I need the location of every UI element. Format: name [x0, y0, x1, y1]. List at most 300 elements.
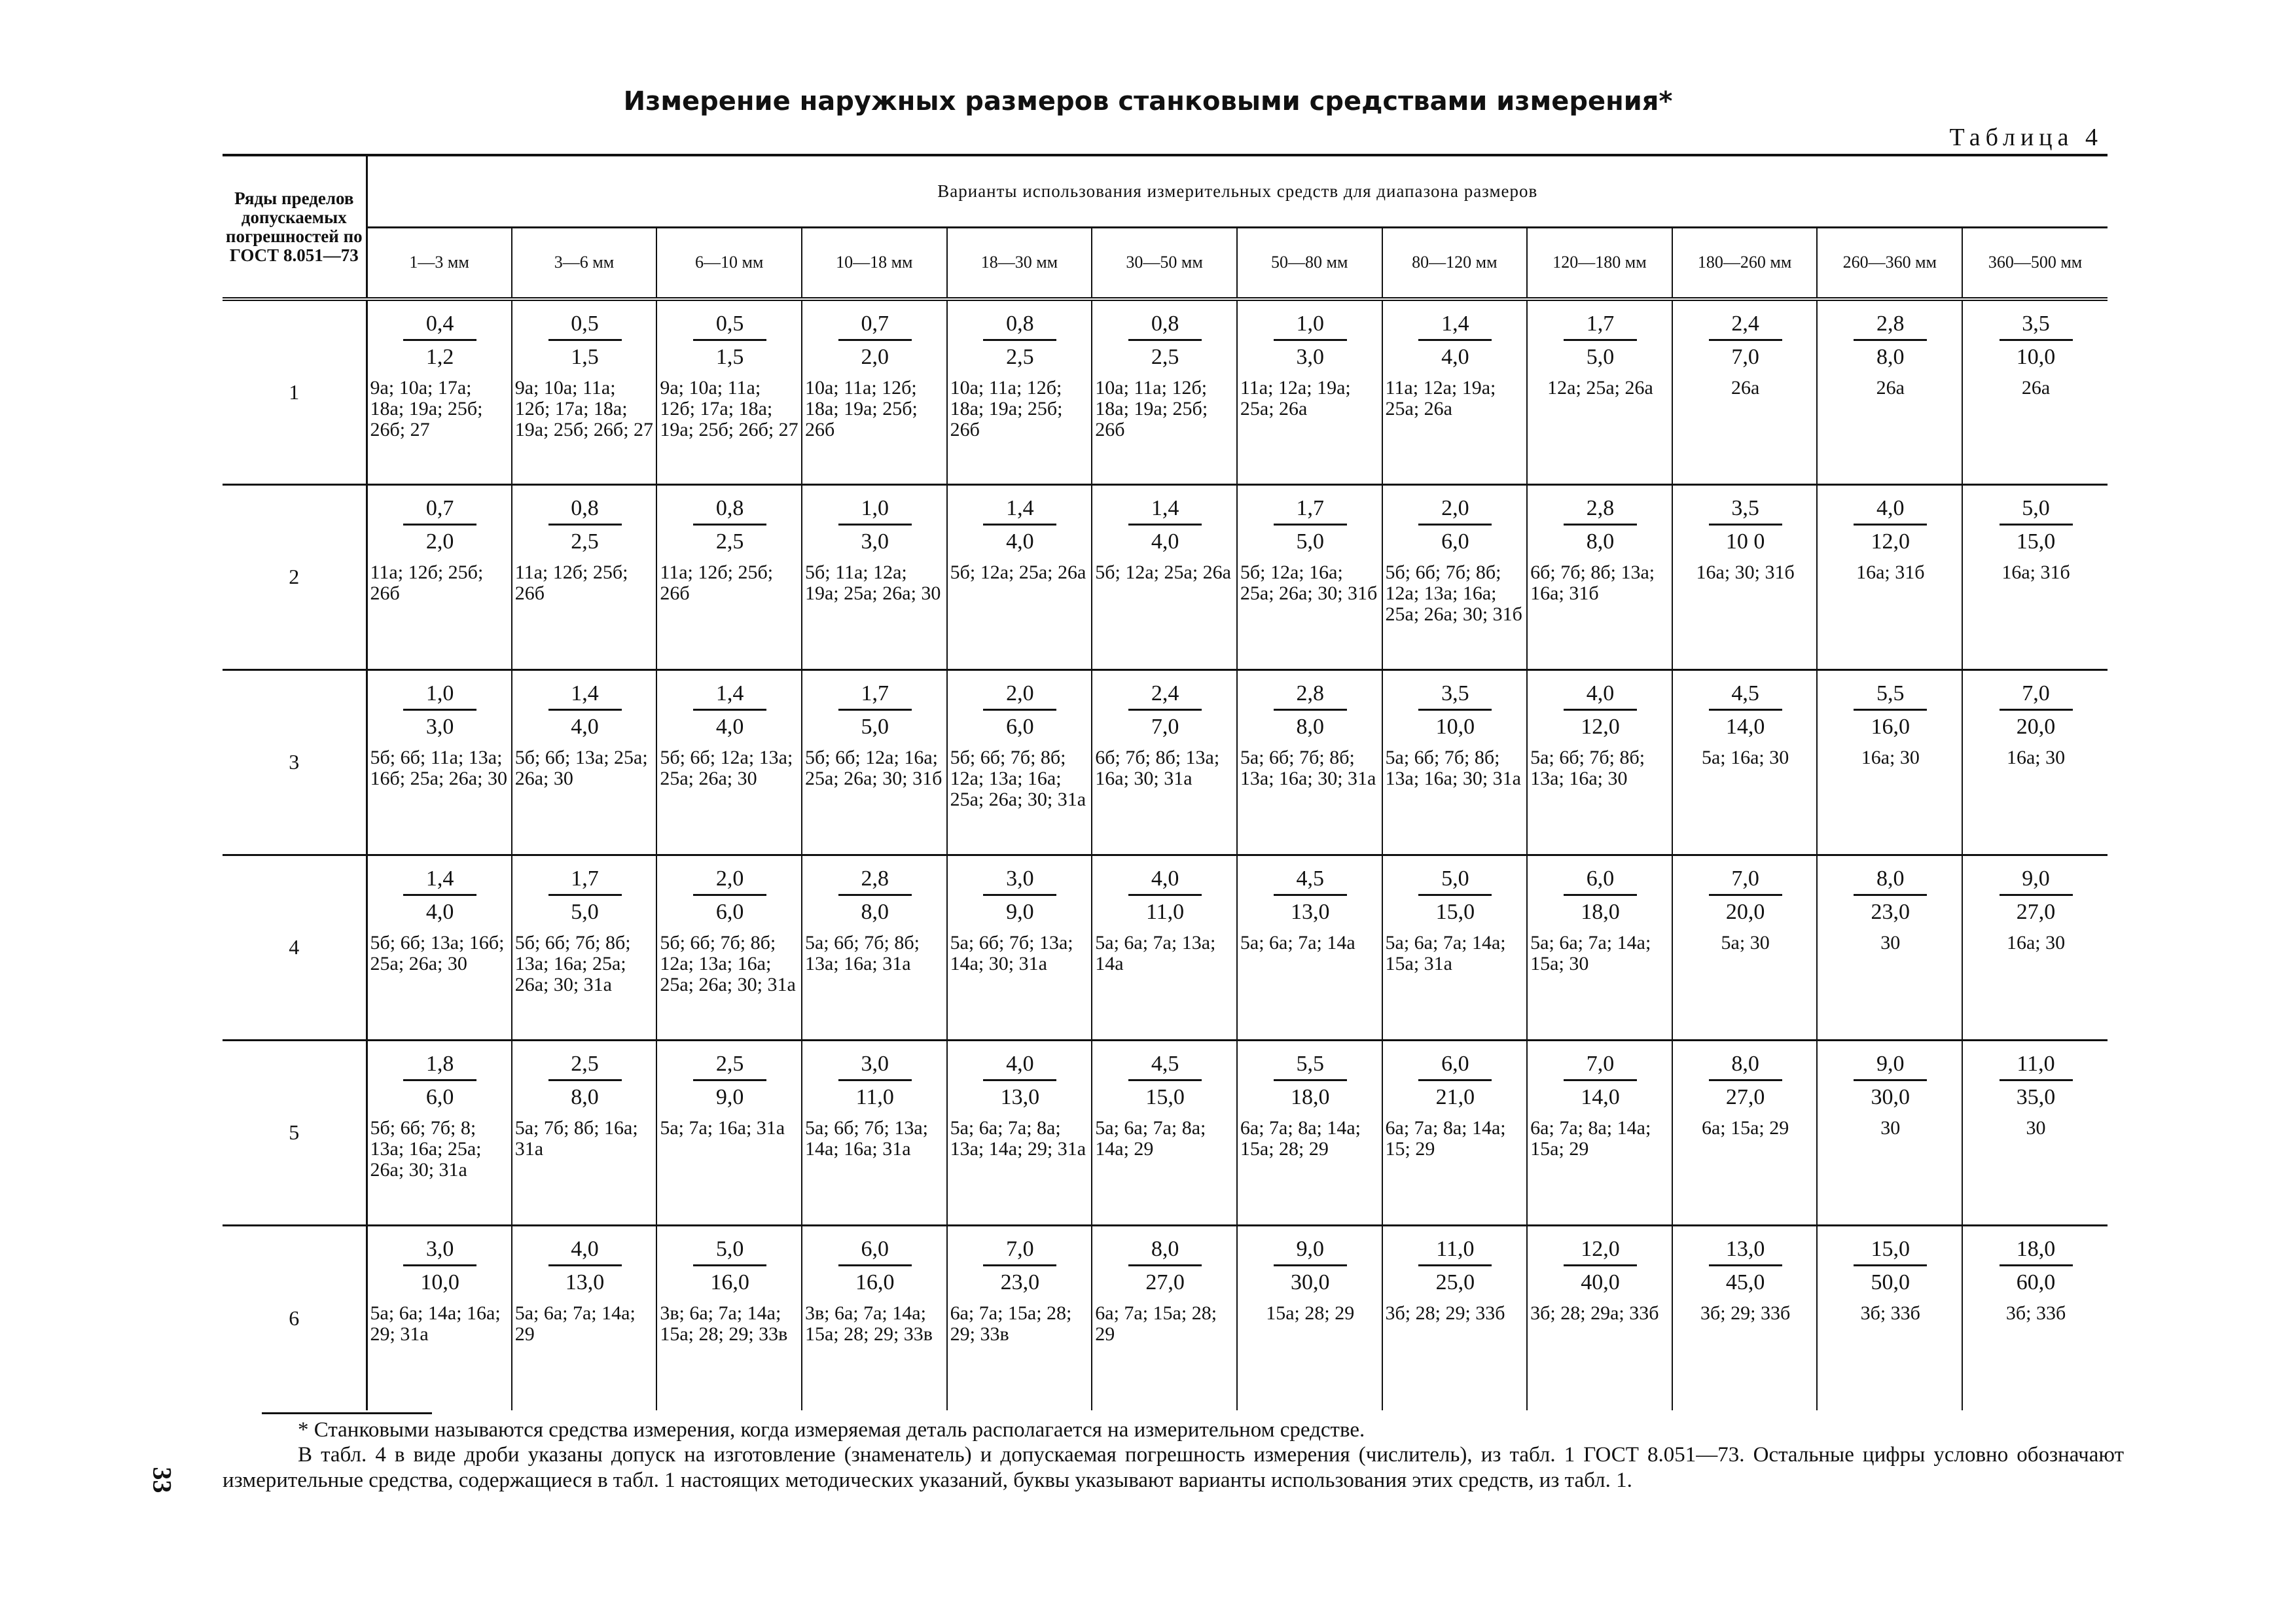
tolerance-fraction [1418, 495, 1492, 556]
measurement-error-numerator: 4,0 [548, 1236, 622, 1266]
table-cell [367, 484, 512, 669]
tolerance-fraction [403, 1236, 476, 1296]
measurement-error-numerator: 5,0 [693, 1236, 766, 1266]
measurement-error-numerator: 4,5 [1274, 865, 1347, 896]
measurement-error-numerator: 3,0 [838, 1050, 912, 1081]
tolerance-denominator: 8,0 [571, 1084, 599, 1109]
tolerance-denominator: 16,0 [1871, 714, 1910, 739]
footnote: * Станковыми называются средства измерения, когда измеряемая деталь располагается на измерительном средстве. [298, 1418, 1365, 1442]
table-cell [1237, 1225, 1382, 1410]
instrument-codes: 5б; 6б; 7б; 8б; 13а; 16а; 25а; 26а; 30; 31а [514, 931, 631, 995]
measurement-error-numerator: 1,4 [403, 865, 476, 896]
instrument-codes: 16а; 30 [2006, 746, 2066, 768]
tolerance-denominator: 10,0 [420, 1270, 459, 1294]
table-cell [1382, 1225, 1528, 1410]
range-header: 260—360 мм [1817, 227, 1962, 299]
tolerance-fraction [548, 495, 622, 556]
instrument-codes: 6б; 7б; 8б; 13а; 16а; 31б [1530, 561, 1655, 604]
measurement-error-numerator: 0,8 [1128, 310, 1202, 341]
measurement-error-numerator: 0,8 [693, 495, 766, 526]
instrument-codes: 26а [2021, 377, 2051, 399]
table-row [223, 299, 2108, 484]
table-cell [802, 855, 947, 1040]
row-series-number: 1 [223, 299, 367, 484]
tolerance-denominator: 20,0 [1725, 899, 1765, 924]
measurement-error-numerator: 1,4 [1128, 495, 1202, 526]
tolerance-fraction [2000, 310, 2073, 371]
measurement-error-numerator: 1,4 [548, 680, 622, 711]
range-header: 6—10 мм [656, 227, 802, 299]
row-series-number: 3 [223, 669, 367, 855]
instrument-codes: 9а; 10а; 11а; 12б; 17а; 18а; 19а; 25б; 26б; 27 [514, 377, 654, 440]
tolerance-denominator: 14,0 [1725, 714, 1765, 739]
tolerance-fraction [1854, 865, 1927, 926]
row-series-number: 4 [223, 855, 367, 1040]
table-cell [1092, 669, 1237, 855]
instrument-codes: 16а; 31б [1856, 561, 1925, 583]
tolerance-denominator: 60,0 [2016, 1270, 2056, 1294]
tolerance-fraction [983, 865, 1056, 926]
tolerance-fraction [1418, 865, 1492, 926]
measurement-error-numerator: 2,4 [1128, 680, 1202, 711]
tolerance-fraction [1128, 865, 1202, 926]
table-row [223, 855, 2108, 1040]
tolerance-denominator: 2,5 [1006, 345, 1034, 369]
table-cell [1817, 1225, 1962, 1410]
instrument-codes: 16а; 31б [2001, 561, 2070, 583]
tolerance-denominator: 5,0 [1586, 345, 1615, 369]
tolerance-denominator: 4,0 [571, 714, 599, 739]
tolerance-fraction [1709, 495, 1782, 556]
instrument-codes: 6а; 7а; 15а; 28; 29 [1095, 1302, 1217, 1345]
tolerance-denominator: 23,0 [1000, 1270, 1040, 1294]
tolerance-fraction [2000, 495, 2073, 556]
table-cell [1962, 1225, 2108, 1410]
measurement-error-numerator: 6,0 [1418, 1050, 1492, 1081]
page-title: Измерение наружных размеров станковыми средствами измерения* [623, 86, 1673, 116]
tolerance-denominator: 35,0 [2016, 1084, 2056, 1109]
tolerance-denominator: 2,5 [1151, 345, 1179, 369]
table-cell [947, 1225, 1092, 1410]
measurement-error-numerator: 3,0 [403, 1236, 476, 1266]
table-row [223, 1040, 2108, 1225]
table-cell [367, 855, 512, 1040]
tolerance-fraction [403, 680, 476, 741]
tolerance-denominator: 6,0 [1441, 529, 1469, 554]
tolerance-denominator: 15,0 [1435, 899, 1475, 924]
table-cell [947, 299, 1092, 484]
tolerance-denominator: 12,0 [1581, 714, 1620, 739]
tolerance-fraction [548, 1050, 622, 1111]
measurement-error-numerator: 5,0 [2000, 495, 2073, 526]
tolerance-denominator: 15,0 [2016, 529, 2056, 554]
measurement-error-numerator: 3,5 [1709, 495, 1782, 526]
instrument-codes: 10а; 11а; 12б; 18а; 19а; 25б; 26б [950, 377, 1063, 440]
instrument-codes: 5а; 6а; 7а; 8а; 14а; 29 [1095, 1116, 1206, 1160]
table-cell [1962, 669, 2108, 855]
tolerance-denominator: 20,0 [2016, 714, 2056, 739]
tolerance-denominator: 9,0 [715, 1084, 744, 1109]
tolerance-denominator: 2,0 [861, 345, 889, 369]
range-header: 360—500 мм [1962, 227, 2108, 299]
tolerance-denominator: 6,0 [1006, 714, 1034, 739]
instrument-codes: 5б; 6б; 7б; 8б; 12а; 13а; 16а; 25а; 26а; 30; 31а [660, 931, 796, 995]
measurement-error-numerator: 2,0 [983, 680, 1056, 711]
measurement-error-numerator: 1,4 [1418, 310, 1492, 341]
page-number: 33 [147, 1467, 177, 1493]
tolerance-denominator: 1,5 [571, 345, 599, 369]
tolerance-fraction [1274, 680, 1347, 741]
range-header: 50—80 мм [1237, 227, 1382, 299]
measurement-error-numerator: 7,0 [2000, 680, 2073, 711]
measurement-error-numerator: 0,5 [693, 310, 766, 341]
tolerance-fraction [983, 1050, 1056, 1111]
tolerance-denominator: 9,0 [1006, 899, 1034, 924]
instrument-codes: 16а; 30 [2006, 931, 2066, 954]
instrument-codes: 16а; 30 [1861, 746, 1920, 768]
instrument-codes: 5а; 6б; 7б; 8б; 13а; 16а; 30 [1530, 746, 1645, 789]
tolerance-fraction [1418, 1236, 1492, 1296]
measurement-error-numerator: 4,5 [1128, 1050, 1202, 1081]
tolerance-denominator: 12,0 [1871, 529, 1910, 554]
table-cell [1672, 855, 1818, 1040]
table-cell [1817, 484, 1962, 669]
tolerance-denominator: 4,0 [1006, 529, 1034, 554]
measurement-error-numerator: 1,4 [693, 680, 766, 711]
tolerance-fraction [403, 865, 476, 926]
measurement-error-numerator: 8,0 [1128, 1236, 1202, 1266]
measurement-error-numerator: 0,8 [548, 495, 622, 526]
table-cell [1237, 855, 1382, 1040]
measurement-error-numerator: 8,0 [1709, 1050, 1782, 1081]
tolerance-fraction [1418, 1050, 1492, 1111]
table-row [223, 669, 2108, 855]
tolerance-fraction [548, 865, 622, 926]
row-series-number: 5 [223, 1040, 367, 1225]
instrument-codes: 3б; 29; 33б [1700, 1302, 1791, 1324]
measurement-error-numerator: 1,8 [403, 1050, 476, 1081]
measurement-error-numerator: 1,0 [1274, 310, 1347, 341]
tolerance-fraction [1564, 1236, 1637, 1296]
instrument-codes: 5а; 6а; 7а; 14а; 15а; 30 [1530, 931, 1651, 974]
instrument-codes: 5а; 6а; 7а; 14а; 15а; 31а [1385, 931, 1506, 974]
row-series-number: 2 [223, 484, 367, 669]
measurement-error-numerator: 1,0 [403, 680, 476, 711]
tolerance-denominator: 45,0 [1725, 1270, 1765, 1294]
tolerance-fraction [983, 495, 1056, 556]
measurement-error-numerator: 6,0 [838, 1236, 912, 1266]
instrument-codes: 30 [1880, 1116, 1901, 1139]
tolerance-denominator: 21,0 [1435, 1084, 1475, 1109]
table-cell [512, 1225, 657, 1410]
instrument-codes: 5а; 30 [1721, 931, 1770, 954]
instrument-codes: 5б; 6б; 12а; 16а; 25а; 26а; 30; 31б [804, 746, 942, 789]
tolerance-denominator: 4,0 [425, 899, 454, 924]
measurement-error-numerator: 3,5 [1418, 680, 1492, 711]
measurement-error-numerator: 1,7 [1274, 495, 1347, 526]
measurement-error-numerator: 0,5 [548, 310, 622, 341]
tolerance-fraction [1274, 1050, 1347, 1111]
tolerance-denominator: 6,0 [715, 899, 744, 924]
measurement-error-numerator: 0,7 [838, 310, 912, 341]
table-cell [367, 299, 512, 484]
table-cell [656, 855, 802, 1040]
measurement-error-numerator: 5,5 [1854, 680, 1927, 711]
measurement-error-numerator: 13,0 [1709, 1236, 1782, 1266]
tolerance-fraction [693, 680, 766, 741]
tolerance-denominator: 4,0 [1441, 345, 1469, 369]
tolerance-fraction [838, 310, 912, 371]
tolerance-fraction [1854, 1050, 1927, 1111]
table-row [223, 484, 2108, 669]
measurement-error-numerator: 4,5 [1709, 680, 1782, 711]
tolerance-fraction [1709, 1050, 1782, 1111]
instrument-codes: 3в; 6а; 7а; 14а; 15а; 28; 29; 33в [804, 1302, 933, 1345]
tolerance-fraction [1418, 680, 1492, 741]
table-cell [802, 1040, 947, 1225]
tolerance-denominator: 3,0 [1296, 345, 1324, 369]
tolerance-denominator: 18,0 [1581, 899, 1620, 924]
tolerance-fraction [1564, 1050, 1637, 1111]
tolerance-denominator: 10 0 [1725, 529, 1765, 554]
table-cell [512, 855, 657, 1040]
tolerance-denominator: 2,0 [425, 529, 454, 554]
instrument-codes: 11а; 12б; 25б; 26б [660, 561, 774, 604]
tolerance-fraction [1854, 680, 1927, 741]
tolerance-fraction [1418, 310, 1492, 371]
measurement-error-numerator: 3,5 [2000, 310, 2073, 341]
table-cell [1817, 669, 1962, 855]
tolerance-fraction [1128, 680, 1202, 741]
instrument-codes: 5а; 7а; 16а; 31а [660, 1116, 785, 1139]
tolerance-fraction [693, 1236, 766, 1296]
tolerance-fraction [548, 680, 622, 741]
tolerance-denominator: 23,0 [1871, 899, 1910, 924]
table-cell [1527, 1225, 1672, 1410]
table-cell [947, 855, 1092, 1040]
tolerance-denominator: 1,5 [715, 345, 744, 369]
instrument-codes: 5б; 6б; 7б; 8б; 12а; 13а; 16а; 25а; 26а; 30; 31а [950, 746, 1086, 810]
tolerance-fraction [548, 310, 622, 371]
instrument-codes: 5а; 16а; 30 [1701, 746, 1789, 768]
tolerance-denominator: 18,0 [1290, 1084, 1330, 1109]
instrument-codes: 12а; 25а; 26а [1547, 377, 1653, 399]
table-cell [1962, 299, 2108, 484]
tolerance-denominator: 8,0 [1876, 345, 1905, 369]
table-cell [947, 484, 1092, 669]
instrument-codes: 5б; 12а; 25а; 26а [950, 561, 1086, 583]
measurement-error-numerator: 12,0 [1564, 1236, 1637, 1266]
tolerance-denominator: 10,0 [1435, 714, 1475, 739]
tolerance-fraction [1709, 680, 1782, 741]
tolerance-fraction [838, 1050, 912, 1111]
instrument-codes: 5а; 6а; 7а; 13а; 14а [1095, 931, 1216, 974]
measurement-error-numerator: 2,8 [838, 865, 912, 896]
tolerance-fraction [403, 1050, 476, 1111]
instrument-codes: 5а; 6б; 7б; 8б; 13а; 16а; 30; 31а [1385, 746, 1521, 789]
measurement-error-numerator: 5,5 [1274, 1050, 1347, 1081]
table-cell [1527, 1040, 1672, 1225]
tolerance-denominator: 27,0 [1725, 1084, 1765, 1109]
row-series-header: Ряды пределов допускаемых погрешностей по ГОСТ 8.051—73 [223, 155, 367, 299]
tolerance-denominator: 50,0 [1871, 1270, 1910, 1294]
range-header: 120—180 мм [1527, 227, 1672, 299]
tolerance-fraction [1274, 495, 1347, 556]
tolerance-denominator: 30,0 [1871, 1084, 1910, 1109]
measurement-error-numerator: 7,0 [983, 1236, 1056, 1266]
table-cell [1527, 299, 1672, 484]
table-cell [1817, 299, 1962, 484]
footnote-rule [262, 1412, 432, 1414]
instrument-codes: 11а; 12б; 25б; 26б [370, 561, 484, 604]
tolerance-fraction [1709, 865, 1782, 926]
instrument-codes: 3в; 6а; 7а; 14а; 15а; 28; 29; 33в [660, 1302, 788, 1345]
tolerance-fraction [693, 495, 766, 556]
table-cell [512, 299, 657, 484]
table-cell [947, 1040, 1092, 1225]
table-cell [802, 669, 947, 855]
tolerance-denominator: 8,0 [1586, 529, 1615, 554]
tolerance-denominator: 3,0 [861, 529, 889, 554]
measurement-error-numerator: 5,0 [1418, 865, 1492, 896]
table-cell [656, 1225, 802, 1410]
measurement-error-numerator: 1,7 [838, 680, 912, 711]
measurement-error-numerator: 2,5 [548, 1050, 622, 1081]
instrument-codes: 5а; 6а; 7а; 14а [1240, 931, 1355, 954]
tolerance-fraction [983, 310, 1056, 371]
tolerance-fraction [838, 865, 912, 926]
tolerance-denominator: 15,0 [1145, 1084, 1185, 1109]
tolerance-denominator: 11,0 [855, 1084, 894, 1109]
tolerance-denominator: 11,0 [1145, 899, 1185, 924]
tolerance-denominator: 40,0 [1581, 1270, 1620, 1294]
tolerance-denominator: 8,0 [861, 899, 889, 924]
instrument-codes: 5б; 6б; 13а; 25а; 26а; 30 [514, 746, 648, 789]
range-header: 80—120 мм [1382, 227, 1528, 299]
tolerance-denominator: 4,0 [1151, 529, 1179, 554]
table-cell [512, 1040, 657, 1225]
range-header: 10—18 мм [802, 227, 947, 299]
tolerance-fraction [1854, 310, 1927, 371]
measurement-error-numerator: 3,0 [983, 865, 1056, 896]
table-cell [1672, 484, 1818, 669]
instrument-codes: 6а; 7а; 8а; 14а; 15а; 29 [1530, 1116, 1651, 1160]
tolerance-fraction [2000, 1236, 2073, 1296]
tolerance-fraction [1128, 310, 1202, 371]
tolerance-fraction [1274, 1236, 1347, 1296]
table-cell [1237, 484, 1382, 669]
tolerance-denominator: 7,0 [1151, 714, 1179, 739]
measurement-error-numerator: 4,0 [983, 1050, 1056, 1081]
instrument-codes: 5а; 6б; 7б; 8б; 13а; 16а; 31а [804, 931, 920, 974]
table-cell [1382, 1040, 1528, 1225]
tolerance-denominator: 13,0 [565, 1270, 605, 1294]
table-cell [1092, 1040, 1237, 1225]
measurement-error-numerator: 0,8 [983, 310, 1056, 341]
tolerance-fraction [1274, 310, 1347, 371]
measurement-error-numerator: 0,7 [403, 495, 476, 526]
measurement-error-numerator: 8,0 [1854, 865, 1927, 896]
instrument-codes: 5а; 6б; 7б; 8б; 13а; 16а; 30; 31а [1240, 746, 1376, 789]
tolerance-denominator: 6,0 [425, 1084, 454, 1109]
table-cell [1237, 299, 1382, 484]
tolerance-fraction [2000, 680, 2073, 741]
instrument-codes: 5а; 6б; 7б; 13а; 14а; 16а; 31а [804, 1116, 928, 1160]
tolerance-fraction [403, 495, 476, 556]
instrument-codes: 5б; 11а; 12а; 19а; 25а; 26а; 30 [804, 561, 941, 604]
measurement-error-numerator: 4,0 [1564, 680, 1637, 711]
measurement-error-numerator: 2,8 [1854, 310, 1927, 341]
measurement-error-numerator: 1,4 [983, 495, 1056, 526]
measurement-error-numerator: 15,0 [1854, 1236, 1927, 1266]
range-header: 180—260 мм [1672, 227, 1818, 299]
table-cell [1962, 484, 2108, 669]
instrument-codes: 30 [2026, 1116, 2046, 1139]
measurement-error-numerator: 2,4 [1709, 310, 1782, 341]
table-cell [1672, 299, 1818, 484]
tolerance-denominator: 25,0 [1435, 1270, 1475, 1294]
measurement-error-numerator: 1,7 [1564, 310, 1637, 341]
measurement-error-numerator: 2,5 [693, 1050, 766, 1081]
table-cell [802, 1225, 947, 1410]
instrument-codes: 6а; 7а; 8а; 14а; 15; 29 [1385, 1116, 1506, 1160]
tolerance-fraction [1564, 680, 1637, 741]
instrument-codes: 6а; 7а; 8а; 14а; 15а; 28; 29 [1240, 1116, 1361, 1160]
tolerance-fraction [1128, 495, 1202, 556]
tolerance-fraction [1128, 1236, 1202, 1296]
range-header: 30—50 мм [1092, 227, 1237, 299]
tolerance-denominator: 13,0 [1290, 899, 1330, 924]
tolerance-denominator: 2,5 [571, 529, 599, 554]
instrument-codes: 9а; 10а; 11а; 12б; 17а; 18а; 19а; 25б; 26б; 27 [660, 377, 798, 440]
table-cell [1092, 1225, 1237, 1410]
instrument-codes: 5а; 6а; 7а; 14а; 29 [514, 1302, 636, 1345]
row-series-number: 6 [223, 1225, 367, 1410]
tolerance-fraction [1274, 865, 1347, 926]
instrument-codes: 6б; 7б; 8б; 13а; 16а; 30; 31а [1095, 746, 1220, 789]
table-cell [367, 1040, 512, 1225]
instrument-codes: 16а; 30; 31б [1696, 561, 1795, 583]
tolerance-denominator: 10,0 [2016, 345, 2056, 369]
measurement-error-numerator: 0,4 [403, 310, 476, 341]
instrument-codes: 6а; 15а; 29 [1701, 1116, 1789, 1139]
tolerance-fraction [1128, 1050, 1202, 1111]
measurement-error-numerator: 18,0 [2000, 1236, 2073, 1266]
table-cell [1527, 855, 1672, 1040]
measurement-error-numerator: 6,0 [1564, 865, 1637, 896]
range-group-header: Варианты использования измерительных средств для диапазона размеров [367, 155, 2108, 227]
instrument-codes: 10а; 11а; 12б; 18а; 19а; 25б; 26б [1095, 377, 1208, 440]
instrument-codes: 6а; 7а; 15а; 28; 29; 33в [950, 1302, 1072, 1345]
tolerance-denominator: 4,0 [715, 714, 744, 739]
tolerance-denominator: 16,0 [855, 1270, 895, 1294]
tolerance-denominator: 5,0 [1296, 529, 1324, 554]
instrument-codes: 3б; 33б [2005, 1302, 2066, 1324]
measurement-error-numerator: 7,0 [1564, 1050, 1637, 1081]
tolerance-denominator: 8,0 [1296, 714, 1324, 739]
measurement-error-numerator: 11,0 [1418, 1236, 1492, 1266]
tolerance-fraction [403, 310, 476, 371]
measurement-error-numerator: 4,0 [1128, 865, 1202, 896]
tolerance-denominator: 1,2 [425, 345, 454, 369]
instrument-codes: 5б; 6б; 12а; 13а; 25а; 26а; 30 [660, 746, 793, 789]
instrument-codes: 5а; 6а; 7а; 8а; 13а; 14а; 29; 31а [950, 1116, 1086, 1160]
table-cell [1817, 855, 1962, 1040]
tolerance-denominator: 5,0 [861, 714, 889, 739]
table-cell [656, 484, 802, 669]
table-cell [1382, 299, 1528, 484]
table-cell [1382, 484, 1528, 669]
